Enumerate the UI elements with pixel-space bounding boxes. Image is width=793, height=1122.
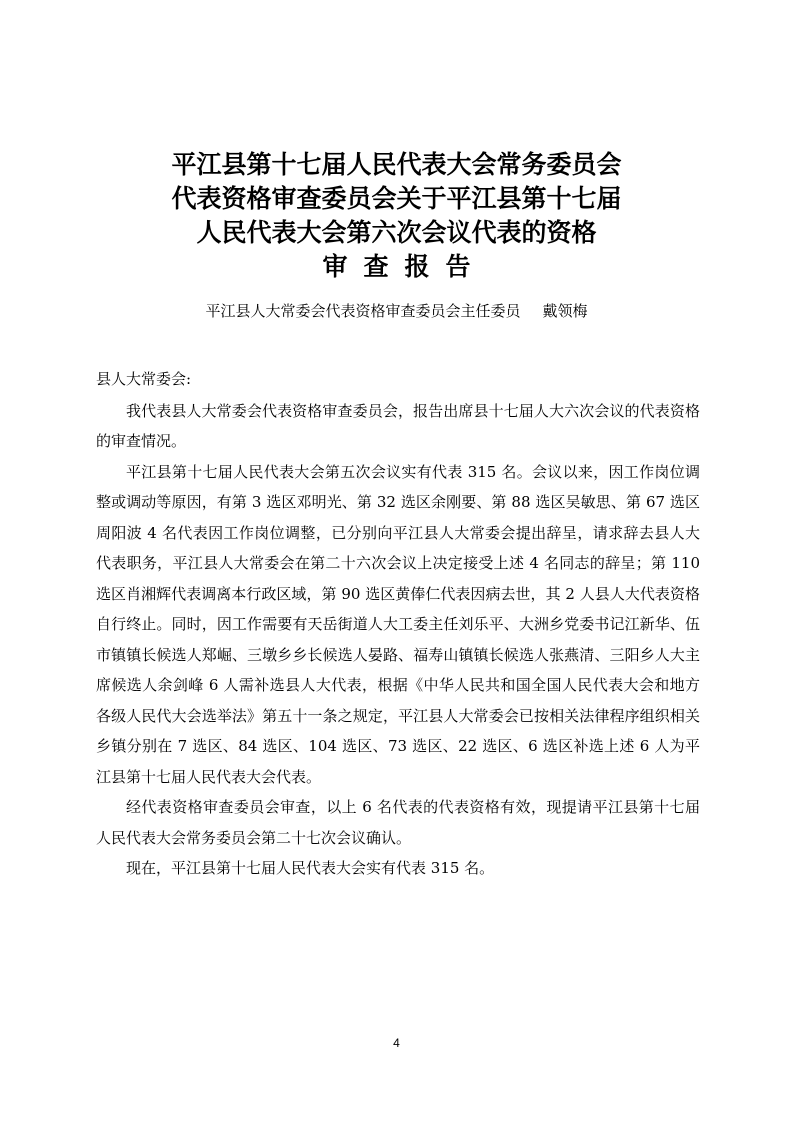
author-name: 戴领梅 <box>542 302 588 320</box>
author-line <box>0 300 793 322</box>
page-number: 4 <box>393 1036 400 1050</box>
title-line-4: 审查报告 <box>322 252 487 281</box>
title-line-3: 人民代表大会第六次会议代表的资格 <box>196 218 597 247</box>
title-line-2: 代表资格审查委员会关于平江县第十七届 <box>171 184 622 213</box>
report-body <box>96 364 700 884</box>
title-line-1: 平江县第十七届人民代表大会常务委员会 <box>171 150 622 179</box>
document-title <box>0 148 793 284</box>
paragraph-3: 经代表资格审查委员会审查，以上 6 名代表的代表资格有效，现提请平江县第十七届人民代表大会常务委员会第二十七次会议确认。 <box>96 798 700 847</box>
paragraph-4: 现在，平江县第十七届人民代表大会实有代表 315 名。 <box>126 859 495 877</box>
author-position: 平江县人大常委会代表资格审查委员会主任委员 <box>205 302 521 320</box>
salutation: 县人大常委会: <box>96 370 192 388</box>
paragraph-2: 平江县第十七届人民代表大会第五次会议实有代表 315 名。会议以来，因工作岗位调整或调动等原因，有第 3 选区邓明光、第 32 选区余刚要、第 88 选区吴敏思、第 67 选区周阳波 4 名代表因工作岗位调整，已分别向平江县人大常委会提出辞呈，请求辞去县人大代表职务，平江县人大常委会在第二十六次会议上决定接受上述 4 名同志的辞呈；第 110 选区肖湘辉代表调离本行政区域，第 90 选区黄俸仁代表因病去世，其 2 人县人大代表资格自行终止。同时，因工作需要有天岳街道人大工委主任刘乐平、大洲乡党委书记江新华、伍市镇镇长候选人郑崛、三墩乡乡长候选人晏路、福寿山镇镇长候选人张燕清、三阳乡人大主席候选人余剑峰 6 人需补选县人大代表，根据《中华人民共和国全国人民代表大会和地方各级人民代大会选举法》第五十一条之规定，平江县人大常委会已按相关法律程序组织相关乡镇分别在 7 选区、84 选区、104 选区、73 选区、22 选区、6 选区补选上述 6 人为平江县第十七届人民代表大会代表。 <box>96 462 700 786</box>
paragraph-1: 我代表县人大常委会代表资格审查委员会，报告出席县十七届人大六次会议的代表资格的审查情况。 <box>96 401 700 450</box>
